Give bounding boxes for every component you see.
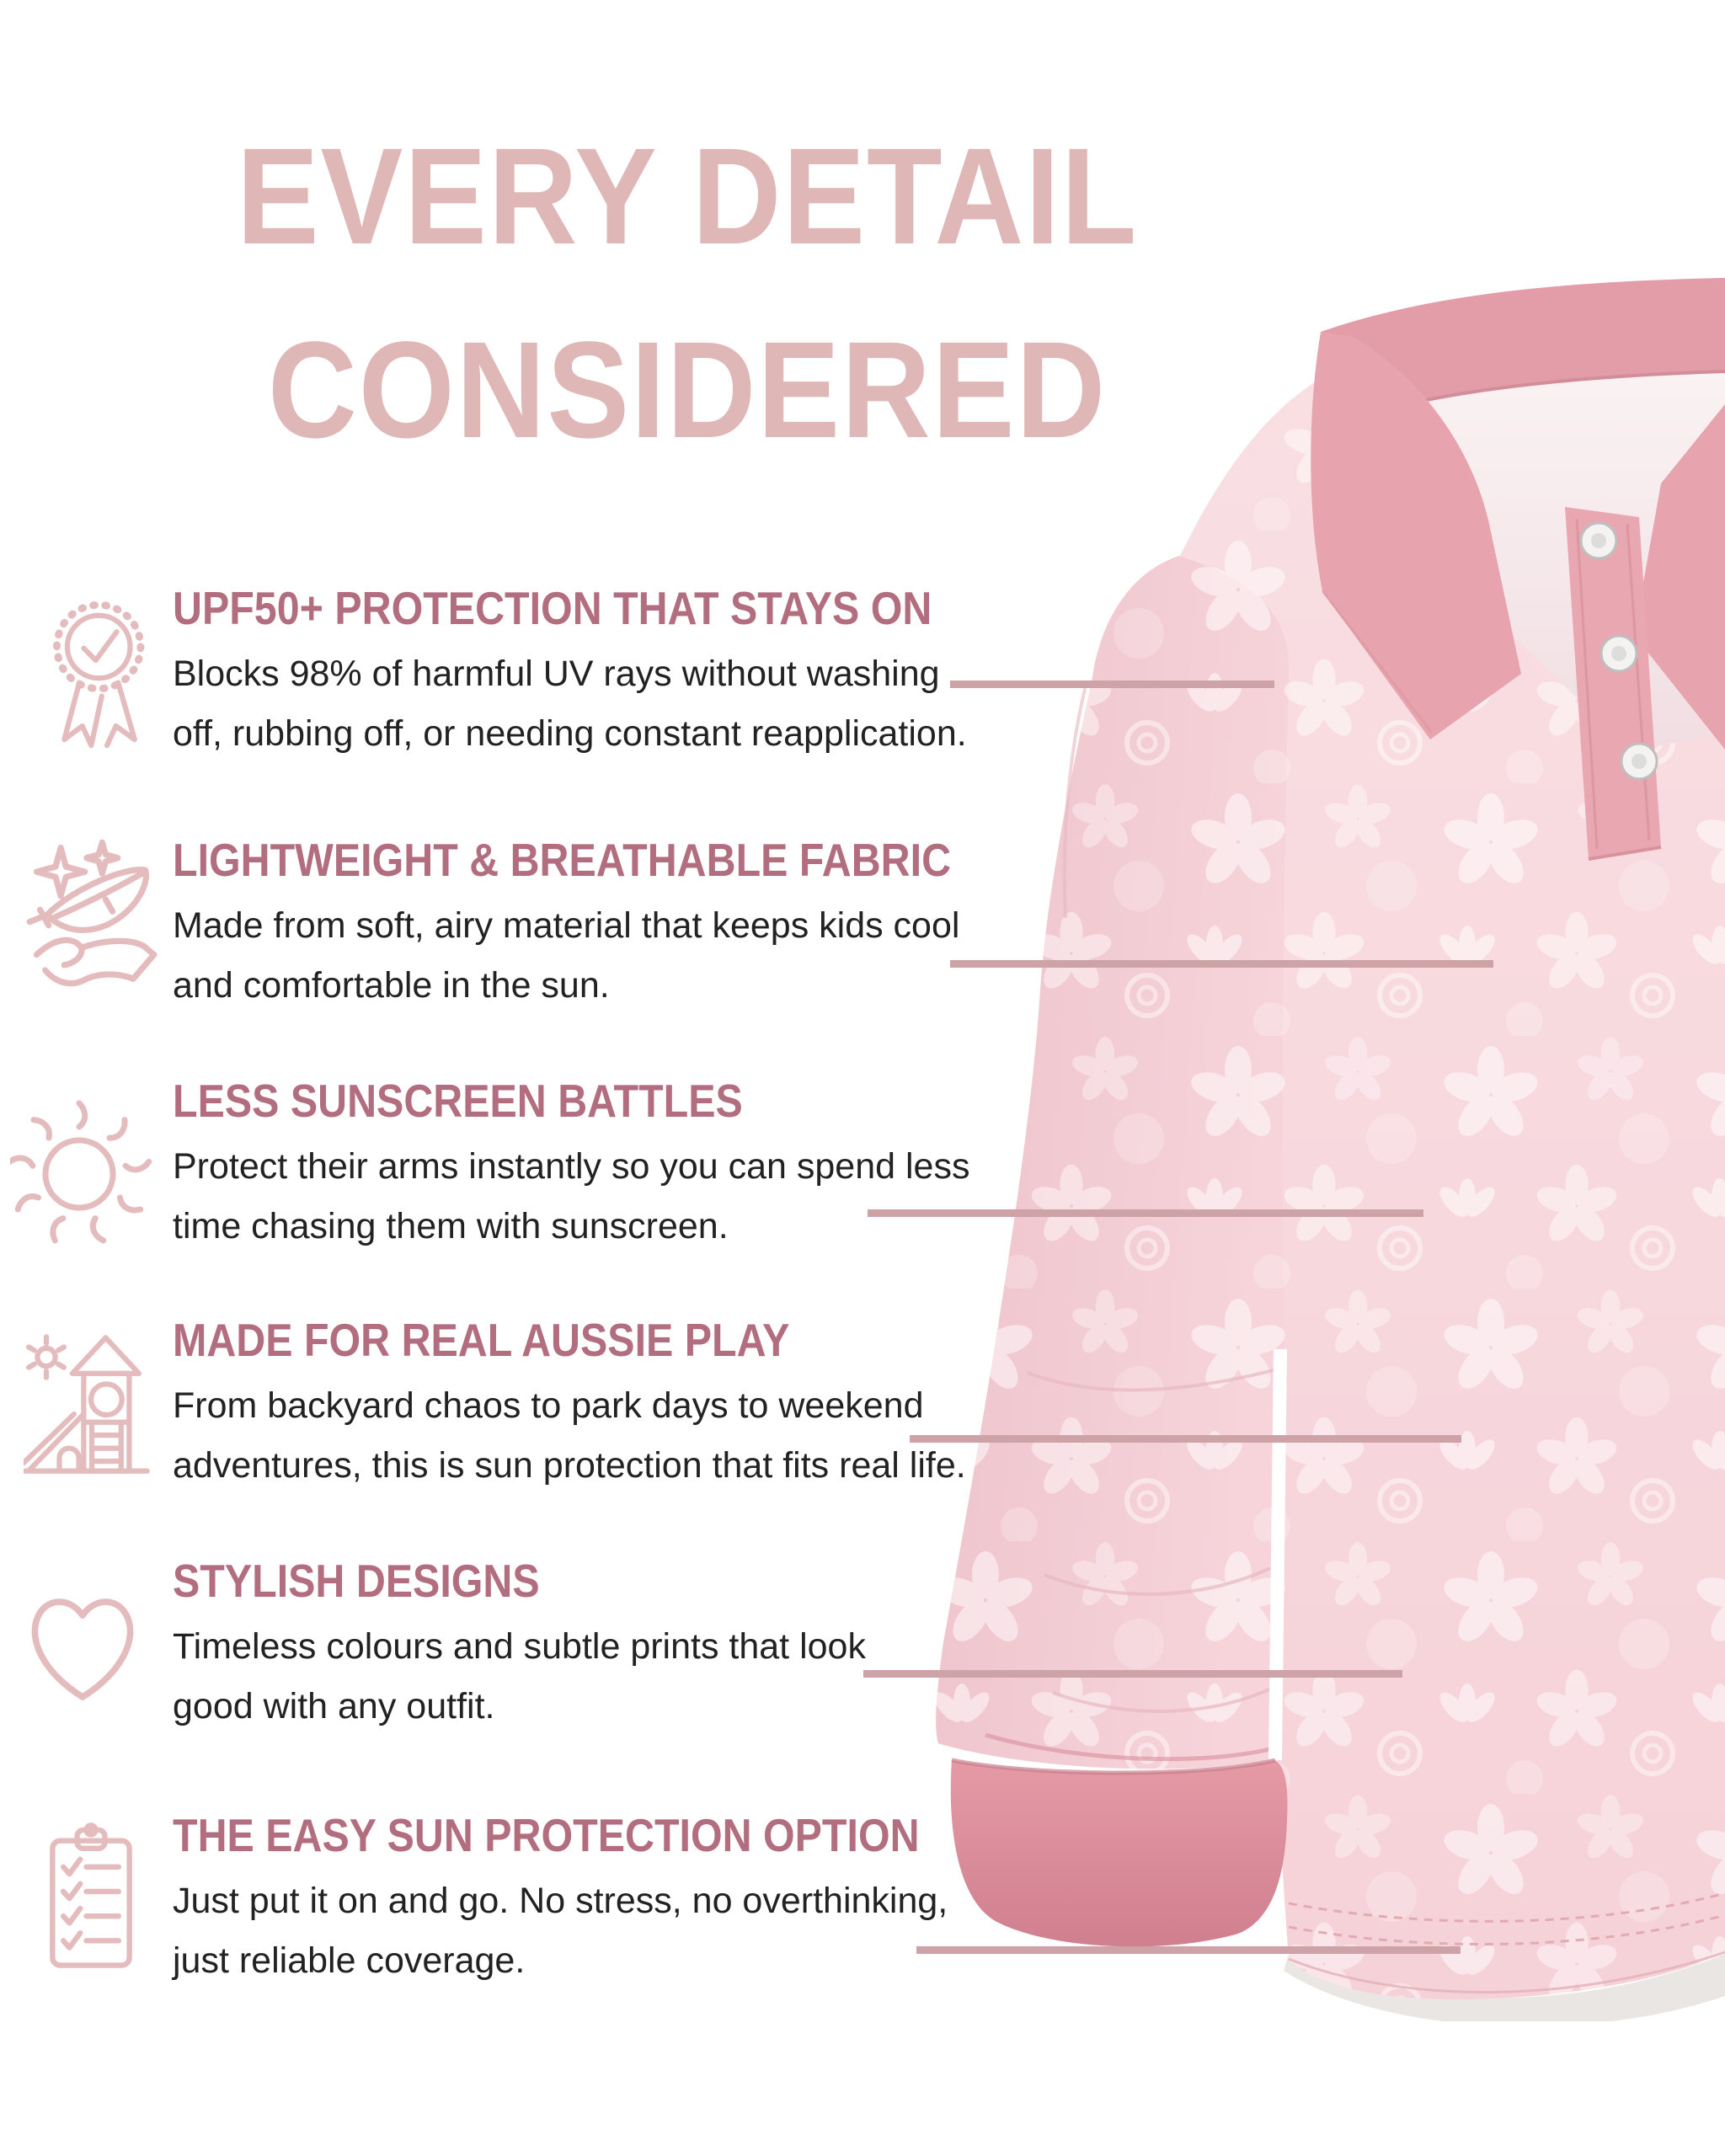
feature-body-line: From backyard chaos to park days to weekend <box>173 1385 924 1426</box>
connector-line-designs <box>863 1670 1402 1678</box>
feature-body-line: off, rubbing off, or needing constant reapplication. <box>173 713 967 754</box>
page-title-line2: CONSIDERED <box>267 312 1108 467</box>
feature-easy-option <box>173 1809 998 1991</box>
feature-lightweight-fabric <box>173 834 998 1016</box>
connector-line-upf50 <box>950 680 1274 688</box>
feature-aussie-play <box>173 1314 998 1496</box>
feature-body-line: good with any outfit. <box>173 1686 495 1726</box>
feature-body-line: adventures, this is sun protection that fits real life. <box>173 1445 966 1486</box>
feature-heading: STYLISH DESIGNS <box>173 1555 540 1607</box>
feature-upf50-protection <box>173 582 998 764</box>
feature-body-line: Protect their arms instantly so you can spend less <box>173 1146 970 1187</box>
connector-line-sunscreen <box>868 1209 1423 1217</box>
connector-line-easy <box>916 1946 1461 1954</box>
feature-body-line: Made from soft, airy material that keeps kids cool <box>173 905 960 946</box>
feature-less-sunscreen <box>173 1075 998 1257</box>
product-photo <box>927 278 1725 2021</box>
feature-heading: LIGHTWEIGHT & BREATHABLE FABRIC <box>173 834 952 886</box>
feather-hand-icon <box>17 832 167 1005</box>
page-title-line1: EVERY DETAIL <box>236 119 1139 273</box>
feature-heading: LESS SUNSCREEN BATTLES <box>173 1075 743 1127</box>
feature-body-line: Blocks 98% of harmful UV rays without washing <box>173 654 940 694</box>
heart-icon <box>19 1562 147 1707</box>
polo-shirt-illustration <box>927 278 1725 2021</box>
feature-body-line: Just put it on and go. No stress, no overthinking, <box>173 1881 948 1921</box>
sun-icon <box>10 1088 162 1261</box>
feature-heading: THE EASY SUN PROTECTION OPTION <box>173 1809 920 1861</box>
feature-stylish-designs <box>173 1555 998 1737</box>
feature-heading: UPF50+ PROTECTION THAT STAYS ON <box>173 582 932 634</box>
playground-slide-icon <box>24 1322 162 1486</box>
feature-body-line: just reliable coverage. <box>173 1940 526 1981</box>
clipboard-checklist-icon <box>29 1815 152 1985</box>
connector-line-fabric <box>950 960 1493 968</box>
award-ribbon-icon <box>40 583 160 764</box>
feature-body-line: and comfortable in the sun. <box>173 965 610 1006</box>
feature-body-line: time chasing them with sunscreen. <box>173 1206 729 1246</box>
feature-heading: MADE FOR REAL AUSSIE PLAY <box>173 1314 790 1366</box>
feature-body-line: Timeless colours and subtle prints that look <box>173 1626 866 1667</box>
connector-line-play <box>910 1435 1461 1443</box>
